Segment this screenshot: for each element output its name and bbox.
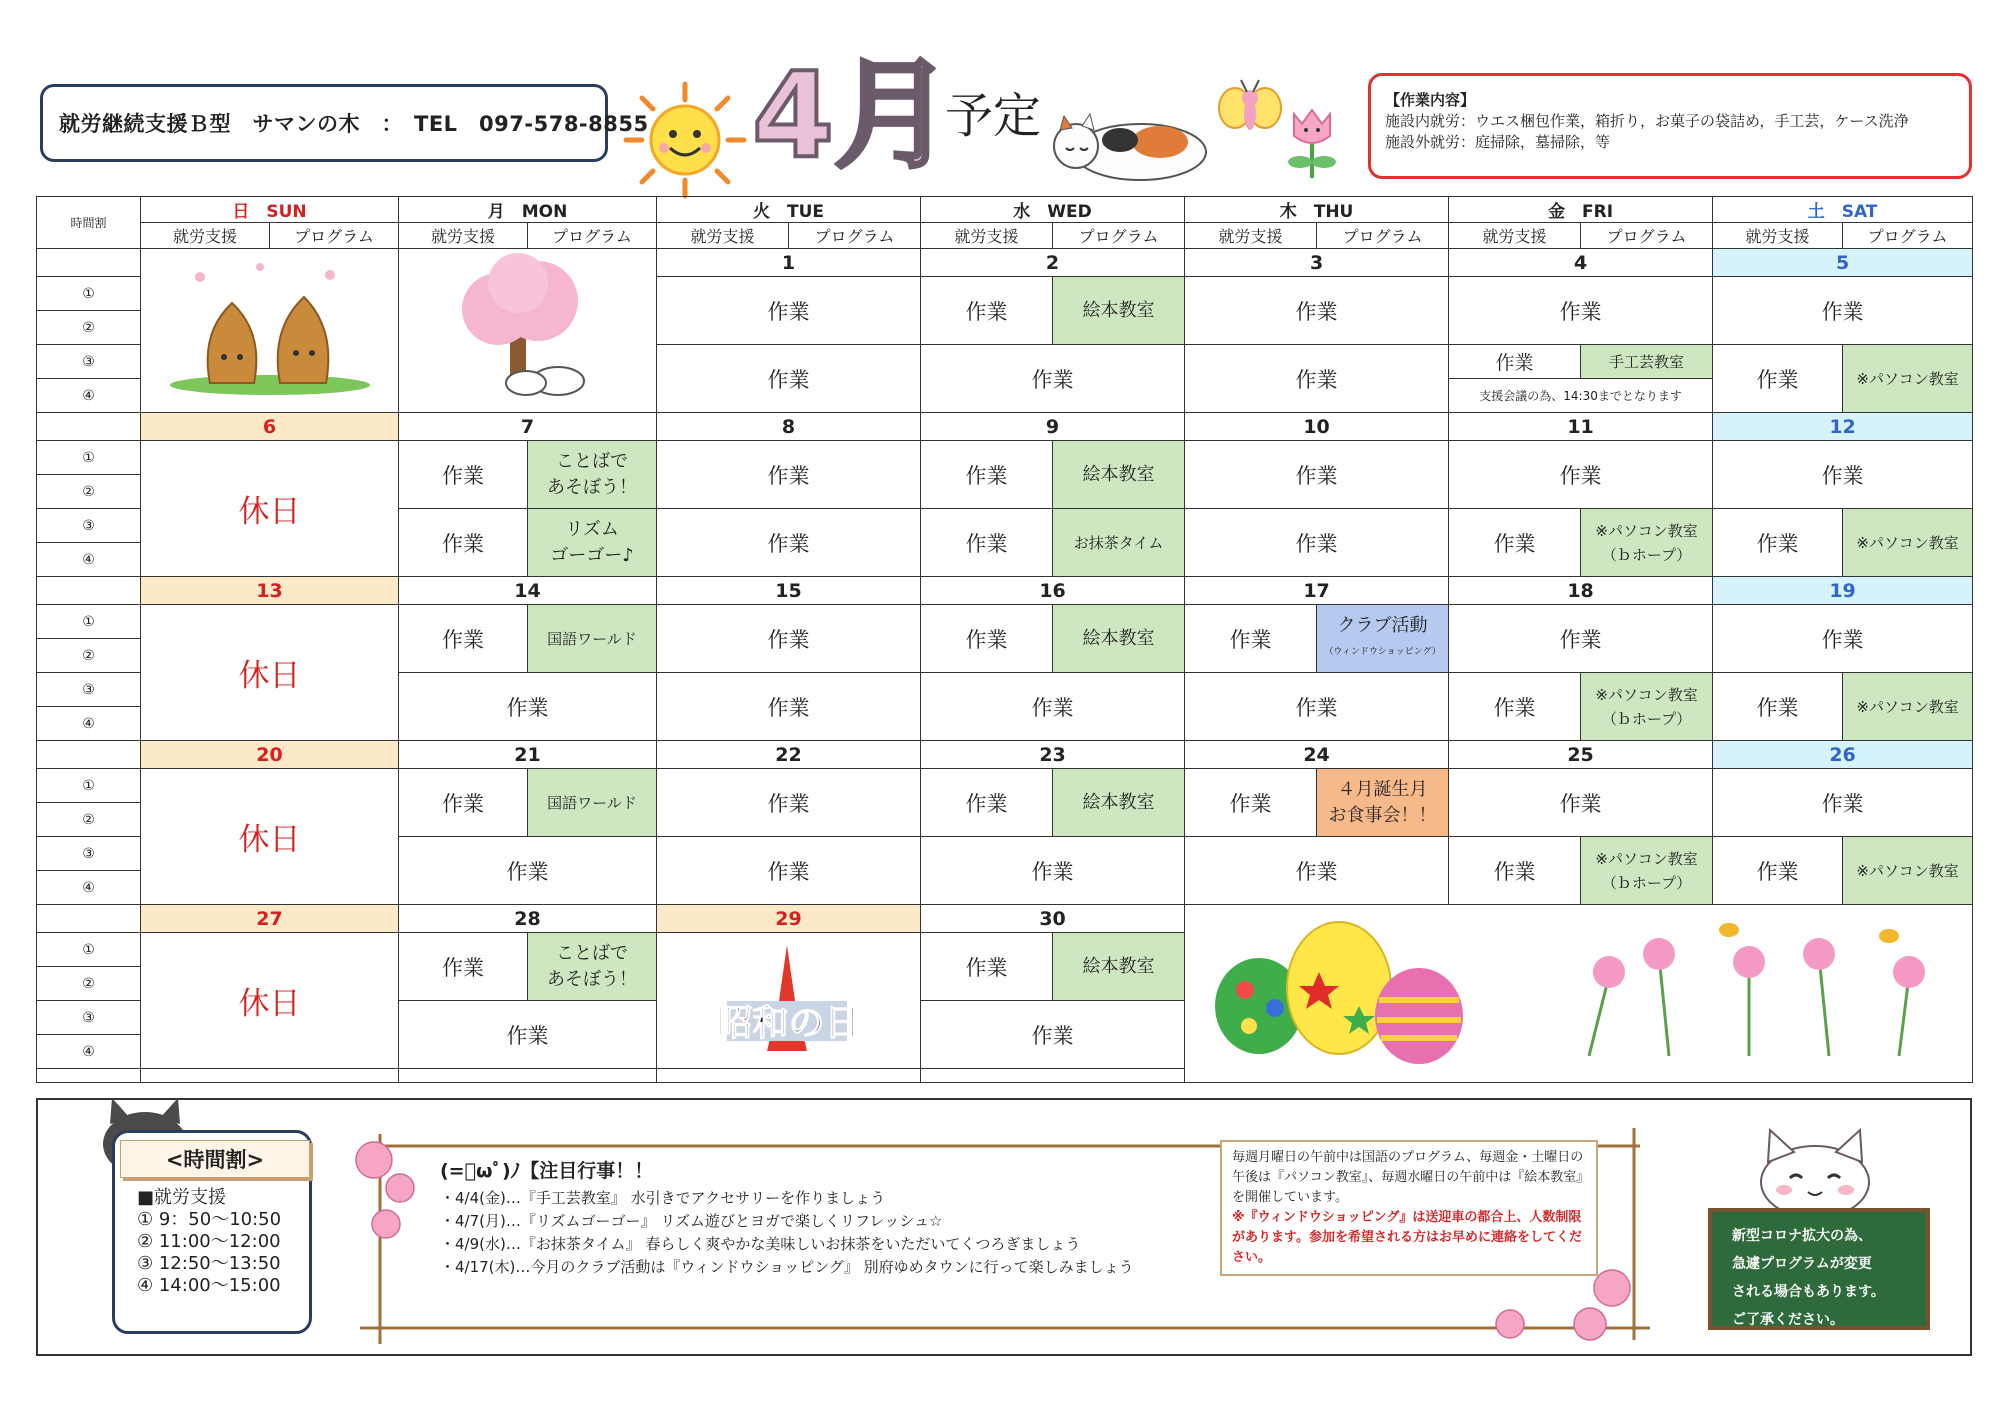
- month-number: 4月: [752, 46, 953, 184]
- slot-2: ②: [37, 967, 141, 1001]
- date-17: 17: [1185, 577, 1449, 605]
- program-kotoba: ことばで あそぼう！: [528, 933, 657, 1001]
- sub-program: プログラム: [1843, 223, 1973, 249]
- date-1: 1: [657, 249, 921, 277]
- program-ehon: 絵本教室: [1053, 769, 1185, 837]
- program-pc: ※パソコン教室: [1843, 673, 1973, 741]
- easter-eggs-and-flowers-icon: [1189, 916, 1969, 1066]
- sleeping-cat-illustration: [1040, 90, 1210, 190]
- program-ehon: 絵本教室: [1053, 933, 1185, 1001]
- slot-4: ④: [37, 871, 141, 905]
- work-cell: 作業: [1713, 509, 1843, 577]
- event-item: ・4/17(木)…今月のクラブ活動は『ウィンドウショッピング』 別府ゆめタウンに行って楽しみましょう: [440, 1258, 1134, 1276]
- work-cell: 作業: [921, 1001, 1185, 1069]
- date-28: 28: [399, 905, 657, 933]
- date-15: 15: [657, 577, 921, 605]
- board-line: 新型コロナ拡大の為、: [1732, 1228, 1872, 1244]
- slot-1: ①: [37, 441, 141, 475]
- work-cell: 作業: [657, 277, 921, 345]
- date-3: 3: [1185, 249, 1449, 277]
- work-cell: 作業: [1449, 441, 1713, 509]
- date-20: 20: [141, 741, 399, 769]
- work-cell: 作業: [1185, 605, 1317, 673]
- work-cell: 作業: [1713, 345, 1843, 413]
- sub-work: 就労支援: [1713, 223, 1843, 249]
- sub-work: 就労支援: [1185, 223, 1317, 249]
- day-header-thu: 木 THU: [1185, 197, 1449, 223]
- date-8: 8: [657, 413, 921, 441]
- program-pc: ※パソコン教室: [1843, 837, 1973, 905]
- work-cell: 作業: [657, 441, 921, 509]
- date-19: 19: [1713, 577, 1973, 605]
- date-30: 30: [921, 905, 1185, 933]
- slot-2: ②: [37, 311, 141, 345]
- date-14: 14: [399, 577, 657, 605]
- office-name: 就労継続支援Ｂ型 サマンの木 ： TEL 097-578-8855: [59, 112, 649, 136]
- work-cell: 作業: [1449, 673, 1581, 741]
- date-10: 10: [1185, 413, 1449, 441]
- notice-warning: ※『ウィンドウショッピング』は送迎車の都合上、人数制限があります。参加を希望される方はお早めに連絡をしてください。: [1232, 1210, 1582, 1265]
- work-contents-outside: 施設外就労：庭掃除，墓掃除，等: [1385, 133, 1611, 151]
- white-cat-illustration: [1740, 1122, 1890, 1218]
- sub-program: プログラム: [528, 223, 657, 249]
- butterfly-illustration: [1215, 78, 1285, 148]
- board-line: ご了承ください。: [1732, 1312, 1844, 1328]
- slot-2: ②: [37, 639, 141, 673]
- work-cell: 作業: [921, 441, 1053, 509]
- rest-day: 休日: [141, 933, 399, 1069]
- events-title: (=ﾟωﾟ)ﾉ【注目行事！！: [440, 1160, 654, 1182]
- sub-program: プログラム: [1317, 223, 1449, 249]
- date-26: 26: [1713, 741, 1973, 769]
- rest-day: 休日: [141, 769, 399, 905]
- slot-4: ④: [37, 543, 141, 577]
- work-cell: 作業: [399, 605, 528, 673]
- sub-work: 就労支援: [399, 223, 528, 249]
- fri4-note: 支援会議の為、14:30までとなります: [1449, 379, 1713, 413]
- sub-program: プログラム: [1581, 223, 1713, 249]
- work-cell: 作業: [1713, 837, 1843, 905]
- work-cell: 作業: [657, 837, 921, 905]
- slot-4: ④: [37, 707, 141, 741]
- timetable-slot-2: ② 11:00～12:00: [137, 1231, 281, 1252]
- work-cell: 作業: [1449, 605, 1713, 673]
- work-cell: 作業: [399, 933, 528, 1001]
- program-shukougei: 手工芸教室: [1581, 345, 1713, 379]
- bamboo-shoot-illustration-cell: [141, 249, 399, 413]
- work-cell: 作業: [657, 769, 921, 837]
- board-line: される場合もあります。: [1732, 1284, 1885, 1300]
- day-header-sat: 土 SAT: [1713, 197, 1973, 223]
- date-13: 13: [141, 577, 399, 605]
- timetable-slot-4: ④ 14:00～15:00: [137, 1275, 281, 1296]
- timetable-slot-1: ① 9：50～10:50: [137, 1209, 282, 1230]
- sun-illustration: [620, 80, 750, 200]
- work-cell: 作業: [1185, 509, 1449, 577]
- slot-3: ③: [37, 673, 141, 707]
- work-cell: 作業: [1713, 441, 1973, 509]
- board-line: 急遽プログラムが変更: [1732, 1256, 1872, 1272]
- program-kokugo: 国語ワールド: [528, 605, 657, 673]
- program-club: クラブ活動 （ウィンドウショッピング）: [1317, 605, 1449, 673]
- program-pc: ※パソコン教室: [1843, 509, 1973, 577]
- date-4: 4: [1449, 249, 1713, 277]
- work-cell: 作業: [1185, 345, 1449, 413]
- work-cell: 作業: [1449, 277, 1713, 345]
- slot-2: ②: [37, 803, 141, 837]
- work-cell: 作業: [1713, 769, 1973, 837]
- work-cell: 作業: [1449, 509, 1581, 577]
- cherry-tree-icon: [418, 253, 638, 403]
- sub-program: プログラム: [789, 223, 921, 249]
- date-29: 29: [657, 905, 921, 933]
- slot-4: ④: [37, 1035, 141, 1069]
- work-cell: 作業: [399, 1001, 657, 1069]
- work-contents-inside: 施設内就労：ウエス梱包作業，箱折り，お菓子の袋詰め，手工芸，ケース洗浄: [1385, 112, 1909, 130]
- program-ehon: 絵本教室: [1053, 277, 1185, 345]
- date-21: 21: [399, 741, 657, 769]
- date-23: 23: [921, 741, 1185, 769]
- date-2: 2: [921, 249, 1185, 277]
- work-cell: 作業: [1185, 441, 1449, 509]
- timetable-slot-3: ③ 12:50～13:50: [137, 1253, 281, 1274]
- date-18: 18: [1449, 577, 1713, 605]
- program-kotoba: ことばで あそぼう！: [528, 441, 657, 509]
- date-27: 27: [141, 905, 399, 933]
- time-label: 時間割: [37, 197, 141, 249]
- work-cell: 作業: [1449, 345, 1581, 379]
- sub-work: 就労支援: [921, 223, 1053, 249]
- sub-program: プログラム: [1053, 223, 1185, 249]
- work-cell: 作業: [921, 277, 1053, 345]
- sub-work: 就労支援: [1449, 223, 1581, 249]
- sub-program: プログラム: [270, 223, 399, 249]
- showa-day-cell: [657, 933, 921, 1069]
- slot-1: ①: [37, 933, 141, 967]
- day-header-tue: 火 TUE: [657, 197, 921, 223]
- date-24: 24: [1185, 741, 1449, 769]
- work-cell: 作業: [1449, 769, 1713, 837]
- work-cell: 作業: [657, 605, 921, 673]
- date-25: 25: [1449, 741, 1713, 769]
- work-cell: 作業: [399, 673, 657, 741]
- work-cell: 作業: [1185, 769, 1317, 837]
- work-cell: 作業: [921, 345, 1185, 413]
- work-cell: 作業: [657, 673, 921, 741]
- day-header-wed: 水 WED: [921, 197, 1185, 223]
- work-cell: 作業: [399, 441, 528, 509]
- work-cell: 作業: [399, 509, 528, 577]
- program-ehon: 絵本教室: [1053, 441, 1185, 509]
- rest-day: 休日: [141, 441, 399, 577]
- date-5: 5: [1713, 249, 1973, 277]
- program-macha: お抹茶タイム: [1053, 509, 1185, 577]
- slot-3: ③: [37, 837, 141, 871]
- calendar-table: [36, 196, 1973, 1083]
- rest-day: 休日: [141, 605, 399, 741]
- work-cell: 作業: [1185, 277, 1449, 345]
- date-16: 16: [921, 577, 1185, 605]
- work-cell: 作業: [921, 605, 1053, 673]
- program-ehon: 絵本教室: [1053, 605, 1185, 673]
- event-item: ・4/4(金)…『手工芸教室』 水引きでアクセサリーを作りましょう: [440, 1189, 886, 1207]
- date-22: 22: [657, 741, 921, 769]
- work-cell: 作業: [921, 509, 1053, 577]
- work-contents-title: 【作業内容】: [1385, 91, 1476, 109]
- timetable-label: <時間割>: [120, 1140, 310, 1178]
- slot-3: ③: [37, 345, 141, 379]
- program-pc-bhope: ※パソコン教室 （ｂホープ）: [1581, 673, 1713, 741]
- day-header-fri: 金 FRI: [1449, 197, 1713, 223]
- slot-4: ④: [37, 379, 141, 413]
- work-cell: 作業: [1713, 277, 1973, 345]
- work-cell: 作業: [921, 837, 1185, 905]
- cherry-tree-illustration-cell: [399, 249, 657, 413]
- program-pc-bhope: ※パソコン教室 （ｂホープ）: [1581, 837, 1713, 905]
- work-cell: 作業: [399, 837, 657, 905]
- work-cell: 作業: [921, 673, 1185, 741]
- work-cell: 作業: [1713, 605, 1973, 673]
- slot-1: ①: [37, 605, 141, 639]
- sub-work: 就労支援: [657, 223, 789, 249]
- work-cell: 作業: [1185, 673, 1449, 741]
- work-cell: 作業: [921, 933, 1053, 1001]
- notice-blackboard: [1708, 1208, 1930, 1330]
- slot-1: ①: [37, 277, 141, 311]
- office-name-box: [40, 84, 649, 162]
- work-cell: 作業: [1449, 837, 1581, 905]
- program-pc-bhope: ※パソコン教室 （ｂホープ）: [1581, 509, 1713, 577]
- slot-1: ①: [37, 769, 141, 803]
- work-cell: 作業: [399, 769, 528, 837]
- slot-3: ③: [37, 1001, 141, 1035]
- program-rhythm: リズム ゴーゴー♪: [528, 509, 657, 577]
- program-notice: [1220, 1140, 1598, 1276]
- date-11: 11: [1449, 413, 1713, 441]
- program-kokugo: 国語ワールド: [528, 769, 657, 837]
- work-cell: 作業: [921, 769, 1053, 837]
- program-birthday: ４月誕生月 お食事会！！: [1317, 769, 1449, 837]
- showa-day-label: 昭和の日: [716, 1002, 861, 1044]
- timetable-heading: ■就労支援: [137, 1187, 227, 1208]
- event-item: ・4/7(月)…『リズムゴーゴー』 リズム遊びとヨガで楽しくリフレッシュ☆: [440, 1212, 943, 1230]
- program-pc: ※パソコン教室: [1843, 345, 1973, 413]
- work-cell: 作業: [1185, 837, 1449, 905]
- work-cell: 作業: [1713, 673, 1843, 741]
- sub-work: 就労支援: [141, 223, 270, 249]
- work-cell: 作業: [657, 509, 921, 577]
- tulip-illustration: [1282, 100, 1342, 180]
- slot-2: ②: [37, 475, 141, 509]
- event-item: ・4/9(水)…『お抹茶タイム』 春らしく爽やかな美味しいお抹茶をいただいてくつろぎましょう: [440, 1235, 1081, 1253]
- slot-3: ③: [37, 509, 141, 543]
- date-9: 9: [921, 413, 1185, 441]
- featured-events: [440, 1160, 1200, 1279]
- date-7: 7: [399, 413, 657, 441]
- day-header-sun: 日 SUN: [141, 197, 399, 223]
- day-header-mon: 月 MON: [399, 197, 657, 223]
- date-6: 6: [141, 413, 399, 441]
- work-contents-box: [1368, 73, 1972, 179]
- date-12: 12: [1713, 413, 1973, 441]
- bamboo-shoot-icon: [160, 253, 380, 403]
- work-cell: 作業: [657, 345, 921, 413]
- easter-flowers-illustration-cell: [1185, 905, 1973, 1083]
- schedule-title: 予定: [945, 88, 1042, 144]
- notice-regular: 毎週月曜日の午前中は国語のプログラム、毎週金・土曜日の午後は『パソコン教室』、毎週水曜日の午前中は『絵本教室』を開催しています。: [1232, 1150, 1584, 1205]
